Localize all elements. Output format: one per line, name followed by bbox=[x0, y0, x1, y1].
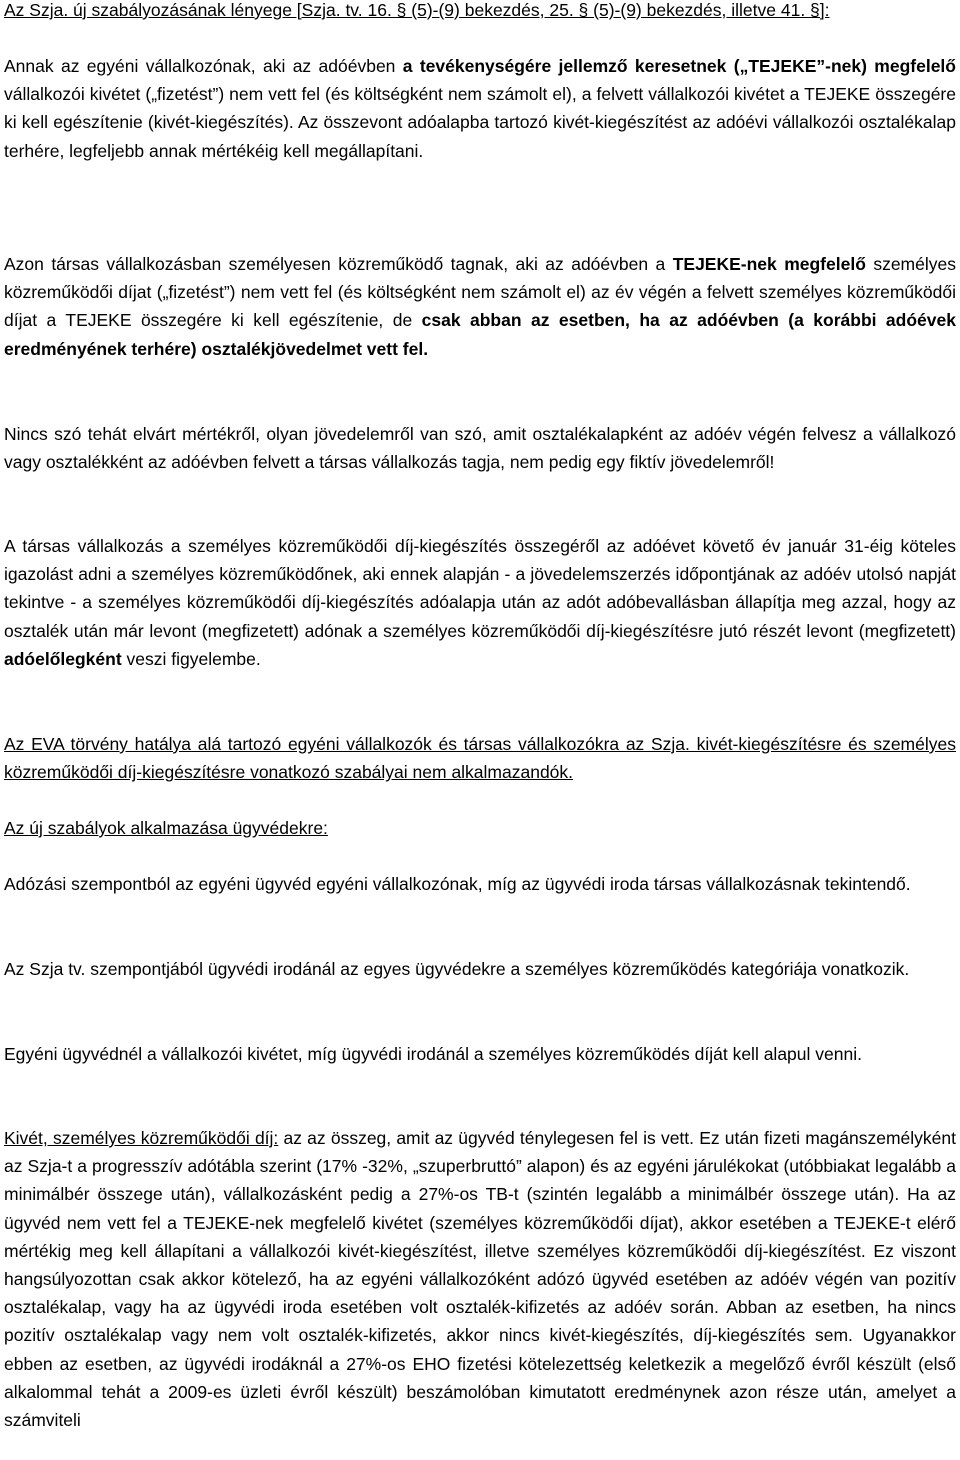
paragraph-certificate bbox=[4, 532, 956, 673]
paragraph-text: A társas vállalkozás a személyes közreműködői díj-kiegészítés összegéről az adóévet követő év január 31-éig köteles igazolást adni a személyes közreműködőnek, aki ennek alapján - a jövedelemszerzés időpontjának az adóév utolsó napját tekintve - a személyes közreműködői díj-kiegészítés adóalapja után az adót adóbevallásban állapítja meg azzal, hogy az osztalék után már levont (megfizetett) adónak a személyes közreműködői díj-kiegészítésre jutó részét levont (megfizetett) bbox=[4, 536, 956, 641]
paragraph-text: Annak az egyéni vállalkozónak, aki az adóévben bbox=[4, 56, 403, 76]
paragraph-eva-rule bbox=[4, 730, 956, 786]
paragraph-sole-proprietor bbox=[4, 52, 956, 165]
bold-text: a tevékenységére jellemző keresetnek („TEJEKE”-nek) megfelelő bbox=[402, 56, 956, 76]
underlined-text: Az EVA törvény hatálya alá tartozó egyéni vállalkozók és társas vállalkozókra az Szja. kivét-kiegészítésre és személyes közreműködői díj-kiegészítésre vonatkozó szabályai nem alkalmazandók. bbox=[4, 734, 956, 783]
paragraph-text: személyes közreműködői díjat („fizetést”) nem vett fel (és költségként nem számolt el) az év végén a felvett személyes közreműködői díjat a TEJEKE összegére ki kell egészítenie, de bbox=[4, 254, 956, 331]
underlined-term: Kivét, személyes közreműködői díj: bbox=[4, 1128, 279, 1148]
paragraph-text: Azon társas vállalkozásban személyesen közreműködő tagnak, aki az adóévben a bbox=[4, 254, 673, 274]
title-text: Az Szja. új szabályozásának lényege [Szja. tv. 16. § (5)-(9) bekezdés, 25. § (5)-(9) bekezdés, illetve 41. §]: bbox=[4, 0, 830, 20]
heading-text: Az új szabályok alkalmazása ügyvédekre: bbox=[4, 818, 328, 838]
paragraph-withdrawal-fee bbox=[4, 1124, 956, 1434]
paragraph-partner bbox=[4, 250, 956, 363]
paragraph-text: vállalkozói kivétet („fizetést”) nem vett fel (és költségként nem számolt el), a felvett vállalkozói kivétet a TEJEKE összegére ki kell egészítenie (kivét-kiegészítés). Az összevont adóalapba tartozó kivét-kiegészítést az adóévi vállalkozói osztalékalap terhére, legfeljebb annak mértékéig kell megállapítani. bbox=[4, 84, 956, 161]
paragraph-text: Egyéni ügyvédnél a vállalkozói kivétet, míg ügyvédi irodánál a személyes közreműködés díját kell alapul venni. bbox=[4, 1044, 862, 1064]
paragraph-text: Adózási szempontból az egyéni ügyvéd egyéni vállalkozónak, míg az ügyvédi iroda társas vállalkozásnak tekintendő. bbox=[4, 874, 911, 894]
paragraph-text: az az összeg, amit az ügyvéd ténylegesen fel is vett. Ez után fizeti magánszemélyként az Szja-t a progresszív adótábla szerint (17% -32%, „szuperbruttó” alapon) és az egyéni járulékokat (utóbbiakat legalább a minimálbér összege után), vállalkozásként pedig a 27%-os TB-t (szintén legalább a minimálbér összege után). Ha az ügyvéd nem vett fel a TEJEKE-nek megfelelő kivétet (személyes közreműködői díjat), akkor esetében a TEJEKE-t elérő mértékig meg kell állapítani a vállalkozói kivét-kiegészítést, illetve személyes közreműködői díj-kiegészítést. Ez viszont hangsúlyozottan csak akkor kötelező, ha az egyéni vállalkozóként adózó ügyvéd esetében az adóév végén van pozitív osztalékalap, vagy ha az ügyvédi iroda esetében volt osztalék-kifizetés az adóév során. Abban az esetben, ha nincs pozitív osztalékalap vagy nem volt osztalék-kifizetés, akkor nincs kivét-kiegészítés, díj-kiegészítés sem. Ugyanakkor ebben az esetben, az ügyvédi irodáknál a 27%-os EHO fizetési kötelezettség keletkezik a megelőző évről készült (első alkalommal tehát a 2009-es üzleti évről készült) beszámolóban kimutatott eredménynek azon része után, amelyet a számviteli bbox=[4, 1128, 956, 1431]
section-heading bbox=[4, 814, 956, 842]
paragraph-no-expected-income bbox=[4, 420, 956, 476]
paragraph-text: veszi figyelembe. bbox=[121, 648, 261, 669]
paragraph-text: Az Szja tv. szempontjából ügyvédi irodánál az egyes ügyvédekre a személyes közreműködés kategóriája vonatkozik. bbox=[4, 959, 910, 979]
paragraph-lawyer-taxation bbox=[4, 870, 956, 898]
document-title bbox=[4, 0, 956, 24]
bold-text: TEJEKE-nek megfelelő bbox=[672, 254, 866, 274]
paragraph-basis bbox=[4, 1040, 956, 1068]
paragraph-law-firm-category bbox=[4, 955, 956, 983]
paragraph-text: Nincs szó tehát elvárt mértékről, olyan jövedelemről van szó, amit osztalékalapként az adóév végén felvesz a vállalkozó vagy osztalékként az adóévben felvett a társas vállalkozás tagja, nem pedig egy fiktív jövedelemről! bbox=[4, 424, 956, 473]
bold-text: adóelőlegként bbox=[4, 648, 122, 669]
bold-text: csak abban az esetben, ha az adóévben (a korábbi adóévek eredményének terhére) osztalékjövedelmet vett fel. bbox=[4, 310, 956, 359]
